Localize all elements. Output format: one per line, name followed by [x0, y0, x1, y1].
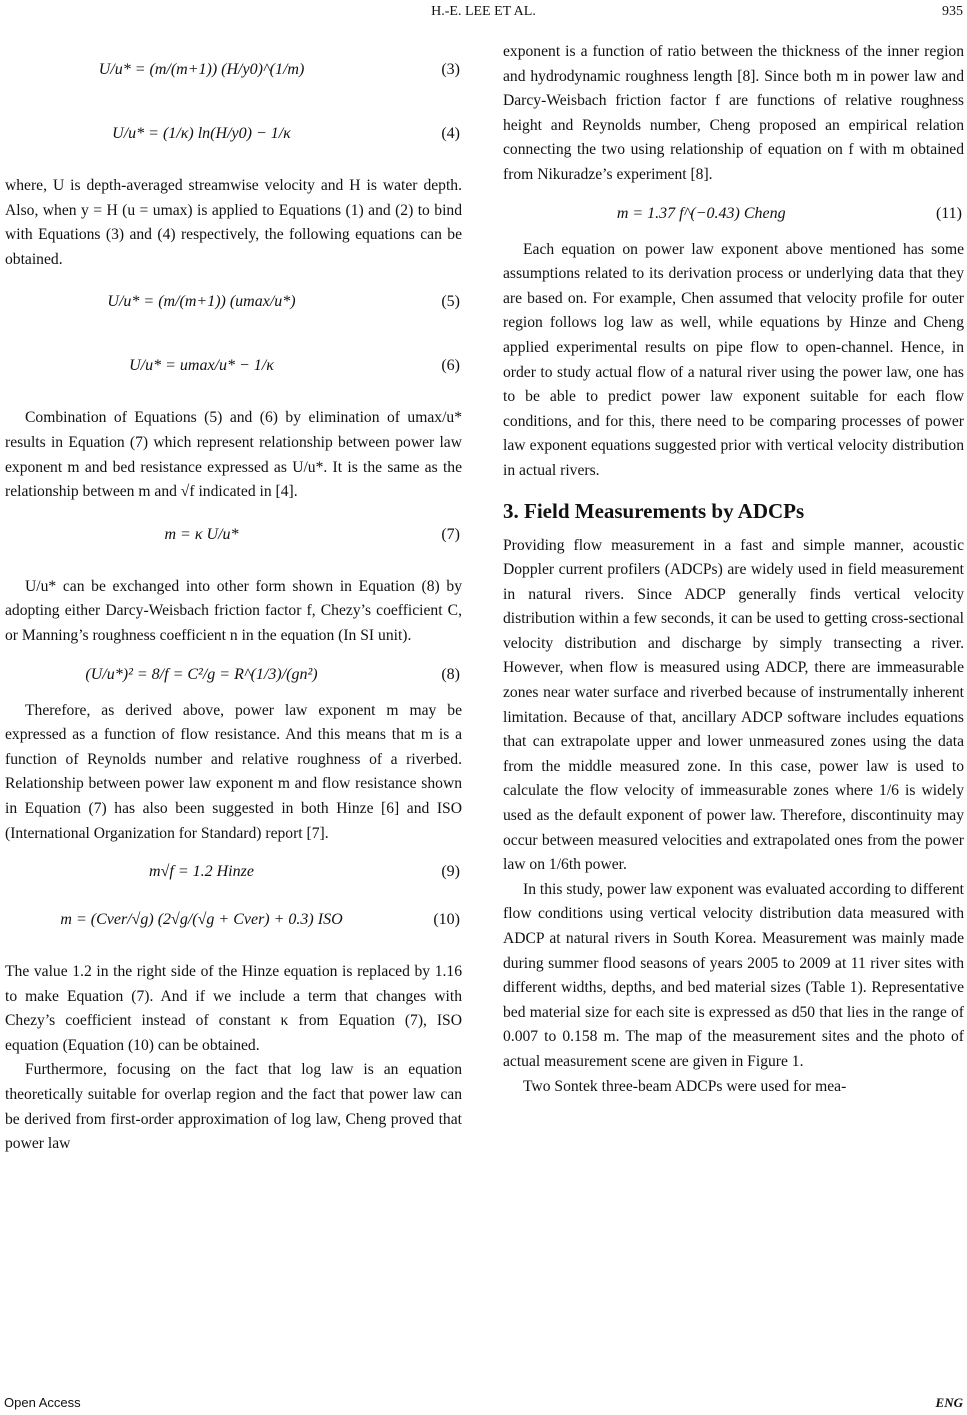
equation-11-formula: m = 1.37 f^(−0.43) Cheng [616, 204, 786, 222]
right-column [503, 40, 964, 1099]
equation-7-number: (7) [441, 525, 460, 543]
equation-9 [5, 852, 462, 890]
equation-4-formula: U/u* = (1/κ) ln(H/y0) − 1/κ [112, 125, 291, 142]
paragraph: Therefore, as derived above, power law exponent m may be expressed as a function of flow resistance. And this means that m is a function of Reynolds number and relative roughness of a riverbed. Relationship between power law exponent m and flow resistance shown in Equation (7) has also been suggested in both Hinze [6] and ISO (International Organization for Standard) report [7]. [5, 701, 462, 842]
paragraph: The value 1.2 in the right side of the Hinze equation is replaced by 1.16 to make Equation (7). And if we include a term that changes with Chezy’s coefficient instead of constant κ from Equation (7), ISO equation (Equation (10) can be obtained. [5, 963, 462, 1054]
equation-8-number: (8) [441, 665, 460, 683]
equation-7-formula: m = κ U/u* [164, 525, 239, 543]
equation-6 [5, 342, 462, 400]
equation-11-number: (11) [935, 204, 962, 222]
equation-3-number: (3) [441, 61, 460, 78]
equation-4-number: (4) [441, 125, 460, 142]
equation-9-number: (9) [441, 863, 460, 881]
equation-10-number: (10) [433, 911, 460, 929]
equation-8-formula: (U/u*)² = 8/f = C²/g = R^(1/3)/(gn²) [85, 665, 318, 683]
paragraph: Two Sontek three-beam ADCPs were used for mea- [523, 1077, 847, 1095]
equation-3-formula: U/u* = (m/(m+1)) (H/y0)^(1/m) [98, 61, 305, 78]
equation-3 [5, 46, 462, 104]
footer-open-access: Open Access [4, 1395, 81, 1410]
equation-6-number: (6) [441, 357, 460, 375]
equation-7 [5, 511, 462, 569]
paragraph: U/u* can be exchanged into other form shown in Equation (8) by adopting either Darcy-Weisbach friction factor f, Chezy’s coefficient C, or Manning’s roughness coefficient n in the equation (In SI unit). [5, 577, 462, 644]
paragraph: Providing flow measurement in a fast and simple manner, acoustic Doppler current profilers (ADCPs) are widely used in field measurement in natural rivers. Since ADCP generally finds vertical velocity distribution within a few seconds, it can be used to getting cross-sectional velocity distribution and discharge by simply transecting a river. However, when flow is measured using ADCP, there are immeasurable zones near water surface and riverbed because of instrumentally inherent limitation. Because of that, ancillary ADCP software includes equations that can extrapolate upper and lower unmeasured zones using the data from the middle measured zone. In this case, power law is used to calculate the flow velocity of immeasurable zones where 1/6 is widely used as the default exponent of power law. Therefore, discontinuity may occur between measured velocities and extrapolated ones from the power law on 1/6th power. [503, 536, 964, 874]
running-head: H.-E. LEE ET AL. [431, 4, 536, 19]
page-number: 935 [942, 4, 963, 19]
equation-6-formula: U/u* = umax/u* − 1/κ [129, 357, 274, 375]
equation-10-formula: m = (Cver/√g) (2√g/(√g + Cver) + 0.3) ISO [60, 911, 343, 929]
paragraph: exponent is a function of ratio between the thickness of the inner region and hydrodynamic roughness length [8]. Since both m in power law and Darcy-Weisbach friction factor f are functions of relative roughness height and Reynolds number, Cheng proposed an empirical relation connecting the two using relationship of equation on f with m obtained from Nikuradze’s experiment [8]. [503, 43, 964, 183]
section-title: 3. Field Measurements by ADCPs [503, 498, 805, 523]
footer-journal: ENG [935, 1395, 963, 1410]
paragraph: Furthermore, focusing on the fact that log law is an equation theoretically suitable for overlap region and the fact that power law can be derived from first-order approximation of log law, Cheng proved that power law [5, 1061, 462, 1153]
page-header [0, 4, 967, 24]
equation-8 [5, 655, 462, 693]
left-column [5, 40, 462, 1157]
page-footer [0, 1395, 967, 1413]
paragraph: In this study, power law exponent was evaluated according to different flow conditions using vertical velocity distribution data measured with ADCP at natural rivers in South Korea. Measurement was mainly made during summer flood seasons of years 2005 to 2009 at 11 river sites with different widths, depths, and bed material sizes (Table 1). Representative bed material size for each site is expressed as d50 that lies in the range of 0.007 to 0.158 m. The map of the measurement sites and the photo of actual measurement scene are given in Figure 1. [503, 880, 964, 1070]
equation-11 [503, 194, 964, 232]
equation-10 [5, 896, 462, 954]
equation-4 [5, 110, 462, 168]
paragraph: Combination of Equations (5) and (6) by elimination of umax/u* results in Equation (7) which represent relationship between power law exponent m and bed resistance expressed as U/u*. It is the same as the relationship between m and √f indicated in [4]. [5, 409, 462, 501]
equation-9-formula: m√f = 1.2 Hinze [149, 863, 254, 881]
equation-5-number: (5) [441, 293, 460, 311]
paragraph: where, U is depth-averaged streamwise velocity and H is water depth. Also, when y = H (u = umax) is applied to Equations (1) and (2) to bind with Equations (3) and (4) respectively, the following equations can be obtained. [5, 177, 462, 268]
equation-5-formula: U/u* = (m/(m+1)) (umax/u*) [107, 293, 296, 311]
paragraph: Each equation on power law exponent above mentioned has some assumptions related to its derivation process or underlying data that they are based on. For example, Chen assumed that velocity profile for outer region follows log law as well, while equations by Hinze and Cheng applied experimental results on pipe flow to open-channel. Hence, in order to study actual flow of a natural river using the power law, one has to be able to predict power law exponent suitable for each flow conditions, and for this, there need to be comparing processes of power law exponent equations suggested prior with vertical velocity distribution in actual rivers. [503, 240, 964, 479]
equation-5 [5, 278, 462, 336]
